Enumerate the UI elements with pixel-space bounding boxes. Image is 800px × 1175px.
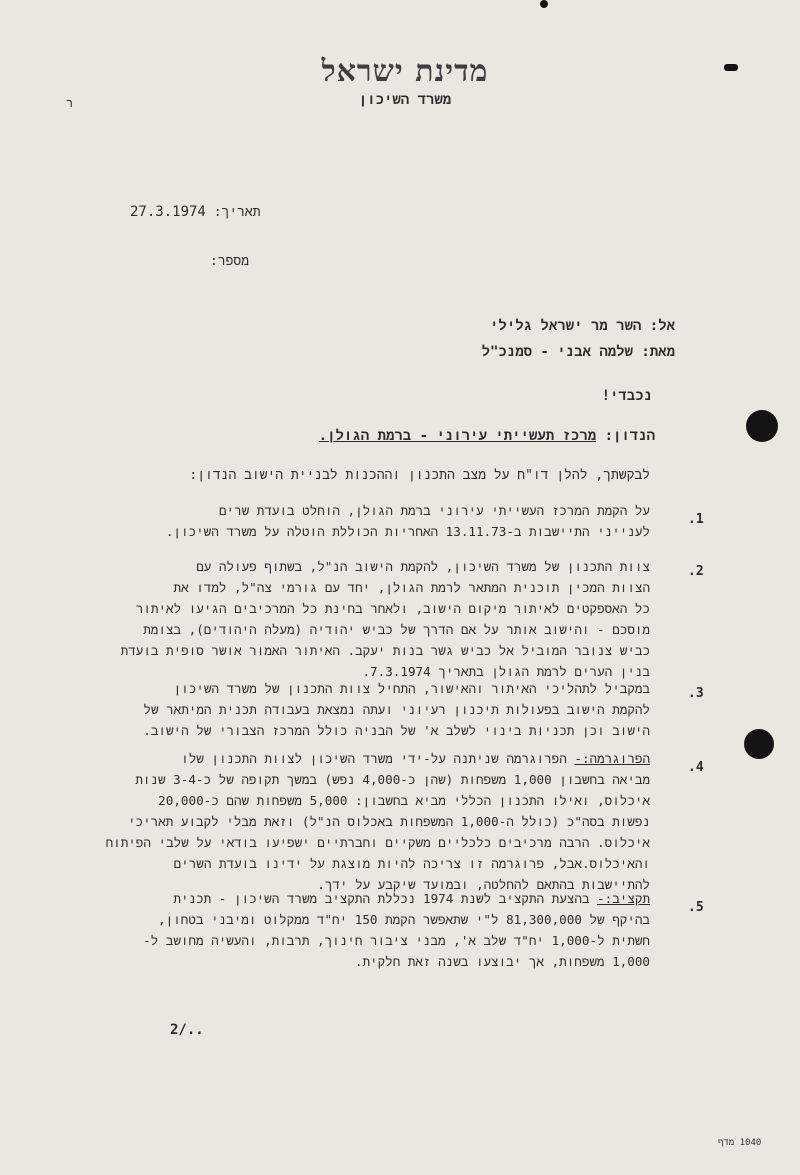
paragraph-line: כביש צנובר המוביל אל כביש גשר בנות יעקב. האיתור האמור אושר סופית בועדת bbox=[120, 643, 650, 658]
paragraph-number: .3 bbox=[688, 686, 704, 701]
paragraph-line: להתיישבות בהתאם להחלטה, ובמועד שיקבע על ידך. bbox=[317, 877, 650, 892]
letterhead-title: מדינת ישראל bbox=[321, 54, 489, 89]
paragraph-line: והאיכלוס.אבל, פרוגרמה זו צריכה להיות מוצגת על ידינו בועדת השרים bbox=[173, 856, 650, 871]
number-field bbox=[210, 254, 249, 269]
footer-form-code: 1040 מדף bbox=[718, 1138, 762, 1148]
paragraph-line bbox=[173, 888, 650, 909]
paragraph-1 bbox=[165, 500, 650, 542]
subject-line bbox=[319, 428, 655, 445]
subject-label: הנדון: bbox=[604, 428, 655, 444]
page-continuation-marker: 2/.. bbox=[170, 1022, 204, 1038]
punch-hole-top bbox=[746, 410, 778, 442]
paragraph-number: .4 bbox=[688, 760, 704, 775]
paragraph-line: הצוות המכין תוכנית המתאר לרמת הגולן, יחד עם גורמי צה"ל, למדו את bbox=[173, 580, 650, 595]
paragraph-line-text: הפרוגרמה שניתנה על-ידי משרד השיכון לצוות התכנון שלו bbox=[181, 751, 575, 766]
paragraph-line bbox=[180, 748, 650, 769]
paragraph-line: נפשות בסה"כ (כולל ה-1,000 המשפחות באכלוס הנ"ל) וזאת מבלי לקבוע תאריכי bbox=[128, 814, 650, 829]
paragraph-3 bbox=[143, 678, 650, 741]
paragraph-line: איכלוס. הרבה מרכיבים כלכליים משקיים וחברתיים ישפיעו בודאי על שלבי הפיתוח bbox=[105, 835, 650, 850]
letterhead-ministry: משרד השיכון bbox=[358, 92, 452, 108]
paragraph-line: מביאה בחשבון 1,000 משפחות (שהן כ-4,000 נפש) במשך תקופה של כ-3-4 שנות bbox=[135, 772, 650, 787]
paragraph-line: במקביל לתהליכי האיתור והאישור, התחיל צוות התכנון של משרד השיכון bbox=[173, 681, 650, 696]
salutation: נכבדי! bbox=[601, 388, 652, 404]
punch-hole-bottom bbox=[744, 729, 774, 759]
paragraph-line: צוות התכנון של משרד השיכון, להקמת הישוב הנ"ל, בשתוף פעולה עם bbox=[196, 559, 650, 574]
paragraph-line: לענייני התיישבות ב-13.11.73 האחריות הכוללת הוטלה על משרד השיכון. bbox=[165, 524, 650, 539]
paragraph-line: מוסכם - והישוב אותר על אם הדרך של כביש יהודיה (מעלה היהודים), בצומת bbox=[143, 622, 650, 637]
date-field bbox=[130, 204, 261, 220]
paragraph-number: .1 bbox=[688, 512, 704, 527]
intro-text: לבקשתך, להלן דו"ח על מצב התכנון וההכנות לבניית הישוב הנדון: bbox=[189, 468, 650, 483]
paragraph-line: בנין הערים לרמת הגולן בתאריך 7.3.1974. bbox=[362, 664, 650, 679]
ink-spot-right-top bbox=[724, 64, 738, 71]
number-label: מספר: bbox=[210, 254, 250, 269]
paragraph-number: .2 bbox=[688, 564, 704, 579]
paragraph-line: איכלוס, ואילו התכנון הכללי מביא בחשבון: 5,000 משפחות שהם כ-20,000 bbox=[158, 793, 650, 808]
paragraph-line: על הקמת המרכז העשייתי עירוני ברמת הגולן, הוחלט בועדת שרים bbox=[218, 503, 650, 518]
paragraph-lead: תקציב:- bbox=[597, 891, 650, 906]
paragraph-4 bbox=[105, 748, 650, 895]
paragraph-line: בהיקף של 81,300,000 ל"י שתאפשר הקמת 150 יח"ד ממקלוט ומיבני בטחון, bbox=[158, 912, 650, 927]
paragraph-2 bbox=[120, 556, 650, 682]
date-value: 27.3.1974 bbox=[130, 204, 206, 220]
paragraph-line: הישוב וכן תכניות בינוי לשלב א' של הבניה כולל המרכז הצבורי של הישוב. bbox=[143, 723, 650, 738]
paragraph-line: להקמת הישוב בפעולות תיכנון רעיוני ועתה נמצאת בעבודה תכנית המיתאר של bbox=[143, 702, 650, 717]
paragraph-line: כל האספקטים לאיתור מיקום הישוב, ולאחר בחינת כל המרכיבים הגיעו לאיתור bbox=[135, 601, 650, 616]
paragraph-5 bbox=[143, 888, 650, 972]
paragraph-line: 1,000 משפחות, אך יבוצעו בשנה זאת חלקית. bbox=[354, 954, 650, 969]
paragraph-lead: הפרוגרמה:- bbox=[574, 751, 650, 766]
to-line: אל: השר מר ישראל גלילי bbox=[490, 318, 675, 334]
from-line: מאת: שלמה אבני - סמנכ"ל bbox=[481, 344, 675, 360]
date-label: תאריך: bbox=[213, 205, 261, 220]
margin-mark: ר bbox=[66, 96, 74, 110]
paragraph-number: .5 bbox=[688, 900, 704, 915]
paragraph-line: חשתית ל-1,000 יח"ד שלב א', מבני ציבור חינוך, תרבות, והעשיה מחושב ל- bbox=[143, 933, 650, 948]
subject-value: מרכז תעשייתי עירוני - ברמת הגולן. bbox=[318, 428, 597, 444]
paragraph-line-text: בהצעת התקציב לשנת 1974 נכללת התקציב משרד השיכון - תכנית bbox=[173, 891, 598, 906]
ink-spot-top bbox=[540, 0, 548, 8]
